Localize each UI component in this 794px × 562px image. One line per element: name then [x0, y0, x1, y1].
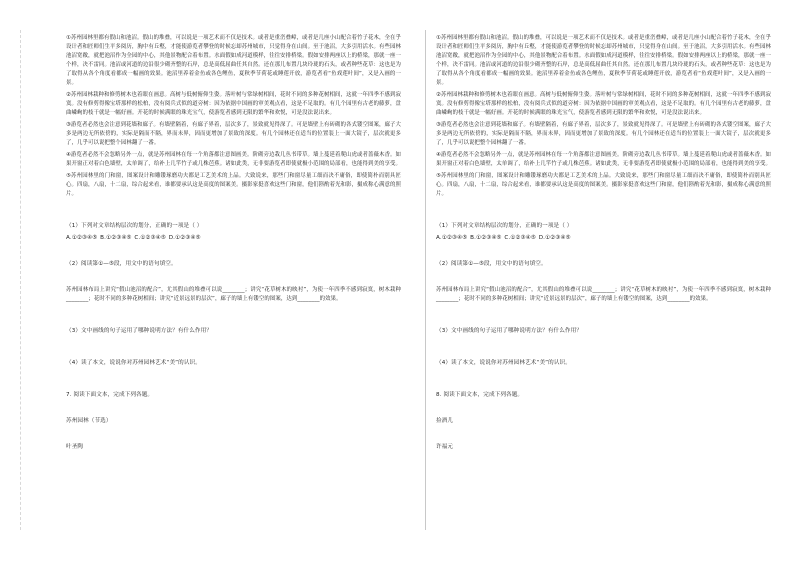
- paragraph-1: ①苏州园林里都有假山和池沼。假山的堆叠，可以说是一项艺术而不仅是技术。或者是重峦叠嶂，或者是几座小山配合着竹子花木，全在乎设计者和匠师们生平多阅历，胸中有丘壑，才能使游览者攀登的时候忘却苏州城市，只觉得身在山间。至于池沼，大多引用活水。有些园林池沼宽敞，就把池沼作为全园的中心，其他景物配合着布置。水面假如成河道模样，往往安排桥梁。假如安排两座以上的桥梁，那就一座一个样，决不雷同。池沼或河道的边沿很少砌齐整的石岸，总是高低屈曲任其自然。还在那儿布置几块玲珑的石头，或者种些花草：这也是为了取得从各个角度看都成一幅画的效果。池沼里养着金鱼或各色鲤鱼，夏秋季节荷花或睡莲开放，游览者看“鱼戏莲叶间”，又是入画的一景。: [436, 35, 771, 86]
- paragraph-1: ①苏州园林里都有假山和池沼。假山的堆叠，可以说是一项艺术而不仅是技术。或者是重峦叠嶂，或者是几座小山配合着竹子花木，全在乎设计者和匠师们生平多阅历，胸中有丘壑，才能使游览者攀登的时候忘却苏州城市，只觉得身在山间。至于池沼，大多引用活水。有些园林池沼宽敞，就把池沼作为全园的中心，其他景物配合着布置。水面假如成河道模样，往往安排桥梁。假如安排两座以上的桥梁，那就一座一个样，决不雷同。池沼或河道的边沿很少砌齐整的石岸，总是高低屈曲任其自然。还在那儿布置几块玲珑的石头，或者种些花草：这也是为了取得从各个角度看都成一幅画的效果。池沼里养着金鱼或各色鲤鱼，夏秋季节荷花或睡莲开放，游览者看“鱼戏莲叶间”，又是入画的一景。: [66, 35, 401, 86]
- question-7: 7. 阅读下面文本，完成下列各题。: [66, 392, 154, 398]
- article-author: 叶圣陶: [66, 444, 84, 450]
- paragraph-5: ⑤苏州园林里的门和窗，图案设计和雕镂琢磨功夫都是工艺美术的上品。大致说来，那些门和窗尽量工细而决不庸俗，即使简朴而别具匠心。四扇，八扇，十二扇，综合起来看，谁都要承认这是高度的图案美。摄影家挺喜欢这些门和窗，他们斟酌着光和影，摄成称心满意的照片。: [436, 173, 771, 197]
- paragraph-2: ②苏州园林栽种和修剪树木也着眼在画意。高树与低树俯仰生姿。落叶树与常绿树相间，花时不同的多种花树相间，这就一年四季不感到寂寞。没有修剪得像宝塔那样的松柏，没有阅兵式似的道旁树：因为依据中国画的审美观点看，这是不足取的。有几个园里有古老的藤萝，盘曲嶙峋的枝干就是一幅好画。开花的时候满眼的珠光宝气，使游览者感到无限的繁华和欢悦，可是没法说出来。: [66, 92, 401, 116]
- question-3: （3）文中画线的句子运用了哪种说明方法？有什么作用？: [436, 328, 583, 334]
- binding-line: [20, 30, 21, 530]
- question-1: （1）下列对文章结构层次的划分，正确的一项是（ ）: [436, 223, 573, 229]
- paragraph-3: ③游览者必然也会注意到花墙和廊子。有墙壁隔着，有廊子界着，层次多了，景致就见得深了。可是墙壁上有砖砌的各式镂空图案，廊子大多是两边无所依傍的，实际是隔而不隔，界而未界，因而更增加了景致的深度。有几个园林还在适当的位置装上一面大镜子，层次就更多了，几乎可以说把整个园林翻了一番。: [436, 122, 771, 146]
- paragraph-2: ②苏州园林栽种和修剪树木也着眼在画意。高树与低树俯仰生姿。落叶树与常绿树相间，花时不同的多种花树相间，这就一年四季不感到寂寞。没有修剪得像宝塔那样的松柏，没有阅兵式似的道旁树：因为依据中国画的审美观点看，这是不足取的。有几个园里有古老的藤萝，盘曲嶙峋的枝干就是一幅好画。开花的时候满眼的珠光宝气，使游览者感到无限的繁华和欢悦，可是没法说出来。: [436, 92, 771, 116]
- column-divider: [425, 30, 426, 530]
- article-author: 许福元: [436, 444, 454, 450]
- paragraph-5: ⑤苏州园林里的门和窗，图案设计和雕镂琢磨功夫都是工艺美术的上品。大致说来，那些门和窗尽量工细而决不庸俗，即使简朴而别具匠心。四扇，八扇，十二扇，综合起来看，谁都要承认这是高度的图案美。摄影家挺喜欢这些门和窗，他们斟酌着光和影，摄成称心满意的照片。: [66, 173, 401, 197]
- article-title: 苏州园林（节选）: [66, 418, 112, 424]
- question-2: （2）阅读第①—⑤段，用文中的语句填空。: [66, 261, 177, 267]
- paragraph-3: ③游览者必然也会注意到花墙和廊子。有墙壁隔着，有廊子界着，层次多了，景致就见得深了。可是墙壁上有砖砌的各式镂空图案，廊子大多是两边无所依傍的，实际是隔而不隔，界而未界，因而更增加了景致的深度。有几个园林还在适当的位置装上一面大镜子，层次就更多了，几乎可以说把整个园林翻了一番。: [66, 122, 401, 146]
- right-column: [436, 34, 771, 455]
- paragraph-4: ④游览者必然不会忽略另外一点，就是苏州园林在每一个角落都注意图画美。阶砌旁边栽几丛书带草。墙上蔓延着爬山虎或者蔷薇木香。如果开窗正对着白色墙壁，太单调了，给补上几竿竹子或几株芭蕉。诸如此类，无非要游览者即使就极小范围的局部看，也能得到美的享受。: [436, 152, 771, 167]
- question-2: （2）阅读第①—⑤段，用文中的语句填空。: [436, 261, 547, 267]
- question-3: （3）文中画线的句子运用了哪种说明方法？有什么作用？: [66, 328, 213, 334]
- question-1-options: A.①②③④⑤ B.①②③④⑤ C.①②③④⑤ D.①②③④⑤: [436, 235, 571, 241]
- question-1-options: A.①②③④⑤ B.①②③④⑤ C.①②③④⑤ D.①②③④⑤: [66, 235, 201, 241]
- question-4: （4）读了本文，说说你对苏州园林艺术“美”的认识。: [436, 360, 571, 366]
- question-8: 8. 阅读下面文本，完成下列各题。: [436, 392, 524, 398]
- question-4: （4）读了本文，说说你对苏州园林艺术“美”的认识。: [66, 360, 201, 366]
- left-column: [66, 34, 401, 455]
- paragraph-4: ④游览者必然不会忽略另外一点，就是苏州园林在每一个角落都注意图画美。阶砌旁边栽几丛书带草。墙上蔓延着爬山虎或者蔷薇木香。如果开窗正对着白色墙壁，太单调了，给补上几竿竹子或几株芭蕉。诸如此类，无非要游览者即使就极小范围的局部看，也能得到美的享受。: [66, 152, 401, 167]
- question-1: （1）下列对文章结构层次的划分，正确的一项是（ ）: [66, 223, 203, 229]
- fill-in-text: 苏州园林布局上讲究“假山池沼的配合”，尤其假山的堆叠可以说________；讲究“花草树木的映衬”，为使一年四季不感到寂寞，树木栽种________；花时不同的多种花树相间；讲究“近景远景的层次”，廊子的墙上有镂空的图案，达到________的效果。: [436, 287, 771, 302]
- fill-in-text: 苏州园林布局上讲究“假山池沼的配合”，尤其假山的堆叠可以说________；讲究“花草树木的映衬”，为使一年四季不感到寂寞，树木栽种________；花时不同的多种花树相间；讲究“近景远景的层次”，廊子的墙上有镂空的图案，达到________的效果。: [66, 287, 401, 302]
- article-title: 捡酒儿: [436, 418, 454, 424]
